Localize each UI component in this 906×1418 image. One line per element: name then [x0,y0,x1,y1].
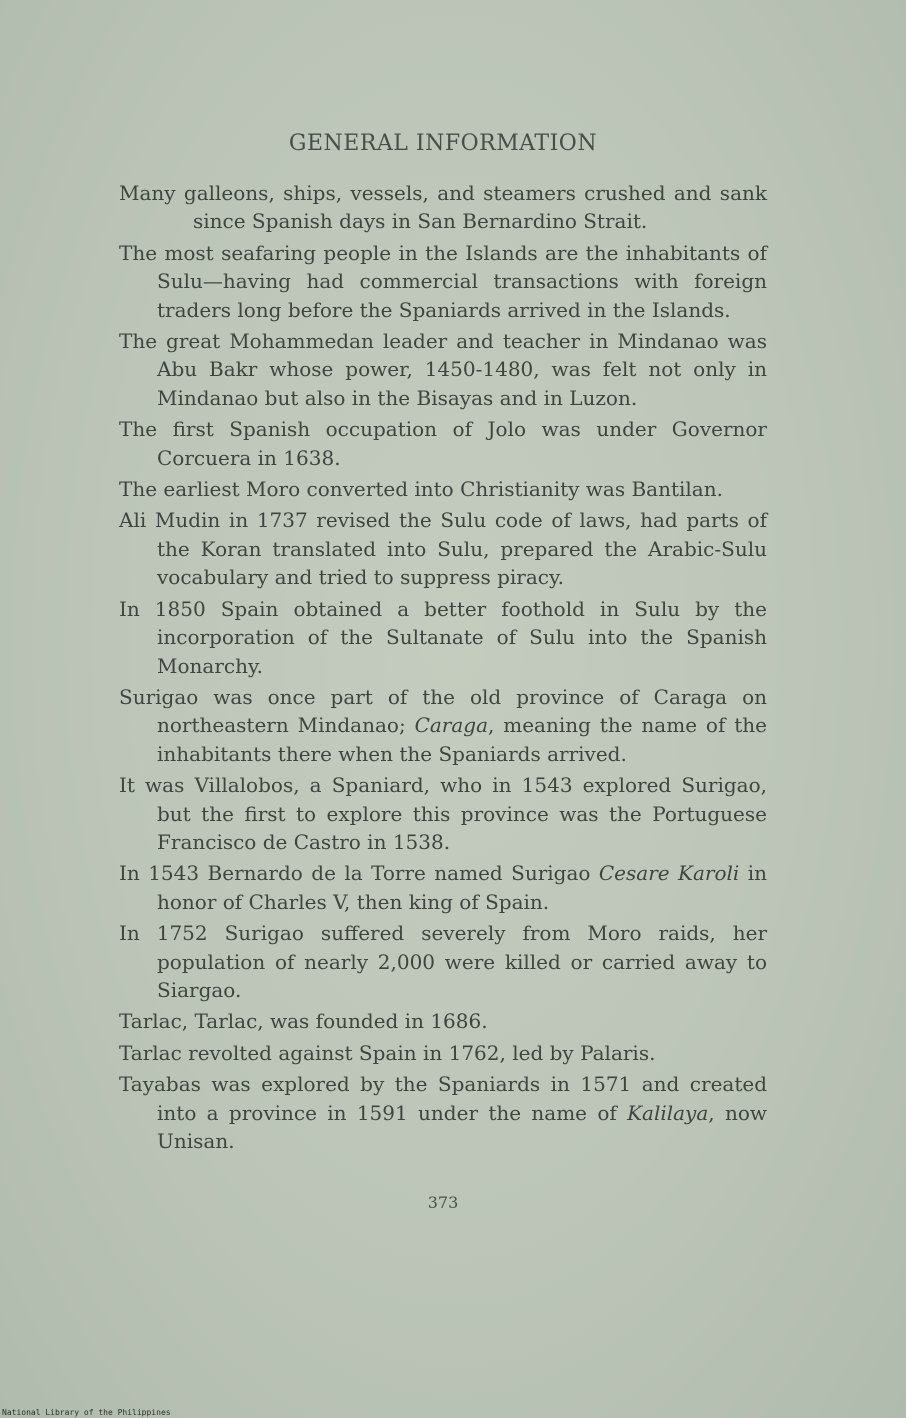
entry-italic-text: Caraga [414,713,488,738]
entry: Many galleons, ships, vessels, and steamers crushed and sank since Spanish days in San Bernardino Strait. [119,181,767,234]
entry [119,1070,767,1155]
entry: In 1850 Spain obtained a better foothold in Sulu by the incorporation of the Sultanate of Sulu into the Spanish Monarchy. [119,596,767,678]
entry-text: in honor of Charles V, then king of Spain. [157,861,768,914]
running-header: GENERAL INFORMATION [288,131,598,156]
entry: Ali Mudin in 1737 revised the Sulu code of laws, had parts of the Koran translated into Sulu, prepared the Arabic-Sulu vocabulary and tried to suppress piracy. [119,508,767,590]
entry: The earliest Moro converted into Christianity was Bantilan. [119,477,723,502]
entry: In 1752 Surigao suffered severely from Moro raids, her population of nearly 2,000 were killed or carried away to Siargao. [119,921,767,1002]
entry-italic-text: Kalilaya [627,1100,709,1125]
entry: The great Mohammedan leader and teacher in Mindanao was Abu Bakr whose power, 1450-1480, was felt not only in Mindanao but also in the Bisayas and in Luzon. [119,329,767,410]
entry-italic-text: Cesare Karoli [598,861,740,886]
page-number: 373 [427,1193,459,1212]
entry: The most seafaring people in the Islands are the inhabitants of Sulu—having had commercial transactions with foreign traders long before the Spaniards arrived in the Islands. [119,240,767,322]
entry-text: Tayabas was explored by the Spaniards in 1571 and created into a province in 1591 under the name of [119,1072,767,1125]
entry [119,683,767,768]
entry-text: , now Unisan. [157,1100,767,1153]
entry-text: Surigao was once part of the old province of Caraga on northeastern Mindanao; [119,684,767,738]
entries-list [119,179,767,1158]
entry-text: In 1543 Bernardo de la Torre named Surigao [119,861,599,886]
entry: It was Villalobos, a Spaniard, who in 1543 explored Surigao, but the first to explore this province was the Portuguese Francisco de Castro in 1538. [119,773,767,854]
entry [119,859,767,916]
entry: Tarlac, Tarlac, was founded in 1686. [119,1009,488,1034]
entry: The first Spanish occupation of Jolo was under Governor Corcuera in 1638. [119,417,767,470]
entry-text: , meaning the name of the inhabitants there when the Spaniards arrived. [157,713,767,766]
library-credit: National Library of the Philippines [2,1408,171,1417]
entry: Tarlac revolted against Spain in 1762, led by Palaris. [119,1040,656,1065]
